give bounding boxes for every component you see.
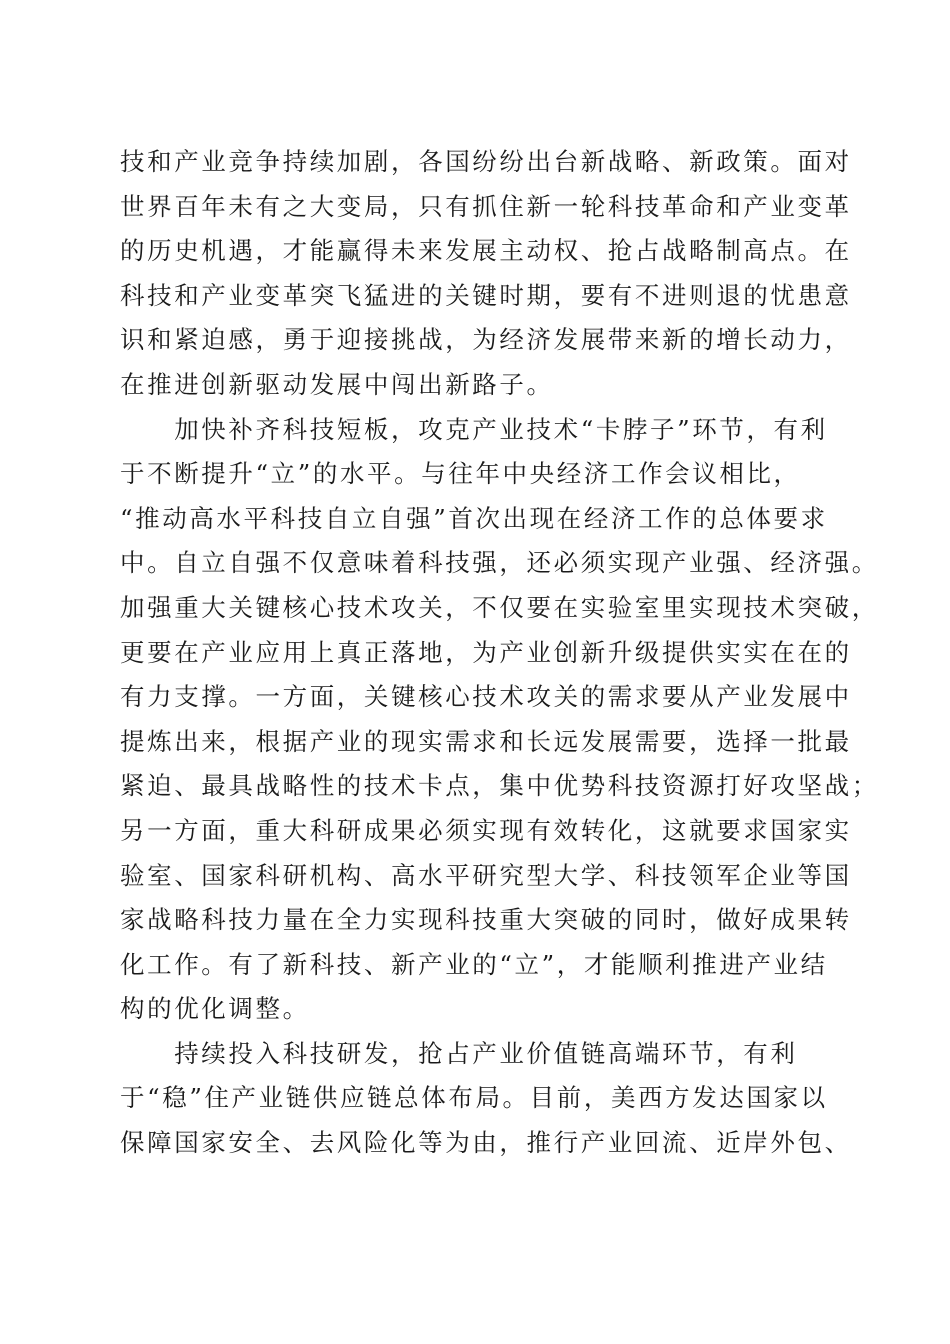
- text-line: 更要在产业应用上真正落地，为产业创新升级提供实实在在的: [120, 637, 852, 667]
- text-line: 保障国家安全、去风险化等为由，推行产业回流、近岸外包、: [120, 1128, 852, 1158]
- article-body: [120, 140, 879, 1166]
- text-line: 另一方面，重大科研成果必须实现有效转化，这就要求国家实: [120, 815, 852, 845]
- text-line: 世界百年未有之大变局，只有抓住新一轮科技革命和产业变革: [120, 191, 852, 221]
- text-line: 加强重大关键核心技术攻关，不仅要在实验室里实现技术突破，: [120, 592, 879, 622]
- text-line: 构的优化调整。: [120, 994, 310, 1024]
- text-line: 加快补齐科技短板，攻克产业技术“卡脖子”环节，有利: [120, 414, 828, 444]
- text-line: 化工作。有了新科技、新产业的“立”，才能顺利推进产业结: [120, 949, 828, 979]
- text-line: 持续投入科技研发，抢占产业价值链高端环节，有利: [120, 1038, 798, 1068]
- text-line: 中。自立自强不仅意味着科技强，还必须实现产业强、经济强。: [120, 548, 879, 578]
- text-line: 于“稳”住产业链供应链总体布局。目前，美西方发达国家以: [120, 1083, 828, 1113]
- text-line: 验室、国家科研机构、高水平研究型大学、科技领军企业等国: [120, 860, 852, 890]
- text-line: 于不断提升“立”的水平。与往年中央经济工作会议相比，: [120, 459, 801, 489]
- text-line: 识和紧迫感，勇于迎接挑战，为经济发展带来新的增长动力，: [120, 325, 852, 355]
- text-line: “推动高水平科技自立自强”首次出现在经济工作的总体要求: [120, 503, 828, 533]
- text-line: 家战略科技力量在全力实现科技重大突破的同时，做好成果转: [120, 905, 852, 935]
- text-line: 在推进创新驱动发展中闯出新路子。: [120, 369, 554, 399]
- text-line: 技和产业竞争持续加剧，各国纷纷出台新战略、新政策。面对: [120, 147, 852, 176]
- text-line: 紧迫、最具战略性的技术卡点，集中优势科技资源打好攻坚战；: [120, 771, 879, 801]
- text-line: 科技和产业变革突飞猛进的关键时期，要有不进则退的忧患意: [120, 280, 852, 310]
- text-line: 提炼出来，根据产业的现实需求和长远发展需要，选择一批最: [120, 726, 852, 756]
- text-line: 有力支撑。一方面，关键核心技术攻关的需求要从产业发展中: [120, 682, 852, 712]
- text-line: 的历史机遇，才能赢得未来发展主动权、抢占战略制高点。在: [120, 236, 852, 266]
